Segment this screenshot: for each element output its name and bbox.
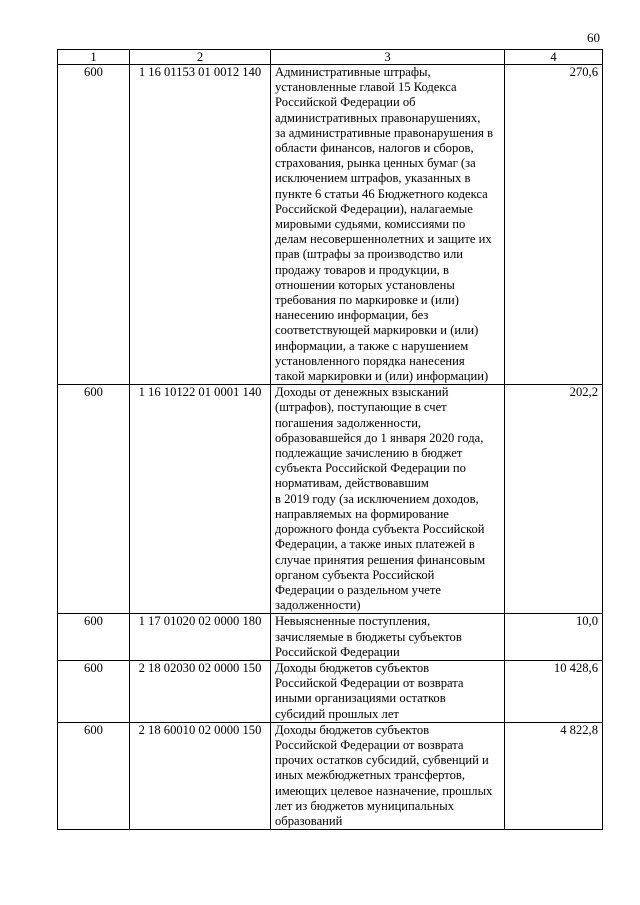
description-line: имеющих целевое назначение, прошлых <box>275 783 493 798</box>
column-header-4: 4 <box>505 50 603 65</box>
amount-cell: 270,6 <box>505 65 603 385</box>
description-line: Федерации о раздельном учете <box>275 582 441 597</box>
description-line: области финансов, налогов и сборов, <box>275 141 474 156</box>
description-line: нанесению информации, без <box>275 308 429 323</box>
description-line: прав (штрафы за производство или <box>275 247 464 262</box>
table-row <box>58 614 603 661</box>
description-line: случае принятия решения финансовым <box>275 552 486 567</box>
column-header-2: 2 <box>130 50 271 65</box>
table-row <box>58 385 603 614</box>
description-line: продажу товаров и продукции, в <box>275 262 449 277</box>
revenue-code-cell: 1 16 01153 01 0012 140 <box>130 65 271 385</box>
description-cell <box>271 722 505 829</box>
amount-cell: 10,0 <box>505 614 603 661</box>
description-line: отношении которых установлены <box>275 277 455 292</box>
table-row <box>58 660 603 722</box>
description-line: погашения задолженности, <box>275 415 422 430</box>
description-line: образовавшейся до 1 января 2020 года, <box>275 430 484 445</box>
table-body <box>58 65 603 830</box>
description-line: административных правонарушениях, <box>275 110 481 125</box>
description-line: Административные штрафы, <box>275 65 431 79</box>
description-line: такой маркировки и (или) информации) <box>275 369 489 384</box>
description-line: дорожного фонда субъекта Российской <box>275 522 485 537</box>
description-line: информации, а также с нарушением <box>275 338 469 353</box>
header-row <box>58 50 603 65</box>
description-line: делам несовершеннолетних и защите их <box>275 232 492 247</box>
description-line: Доходы от денежных взысканий <box>275 385 449 400</box>
description-line: прочих остатков субсидий, субвенций и <box>275 753 489 768</box>
description-line: Российской Федерации об <box>275 95 416 110</box>
description-cell <box>271 660 505 722</box>
description-line: иными организациями остатков <box>275 691 446 706</box>
revenue-code-cell: 2 18 02030 02 0000 150 <box>130 660 271 722</box>
description-cell <box>271 614 505 661</box>
description-cell <box>271 65 505 385</box>
description-line: направляемых на формирование <box>275 506 449 521</box>
description-line: органом субъекта Российской <box>275 567 435 582</box>
revenue-code-cell: 1 16 10122 01 0001 140 <box>130 385 271 614</box>
amount-cell: 202,2 <box>505 385 603 614</box>
description-line: (штрафов), поступающие в счет <box>275 400 447 415</box>
description-line: Доходы бюджетов субъектов <box>275 722 430 737</box>
table-row <box>58 65 603 385</box>
column-header-1: 1 <box>58 50 130 65</box>
description-line: субъекта Российской Федерации по <box>275 461 466 476</box>
amount-cell: 10 428,6 <box>505 660 603 722</box>
revenue-table <box>57 49 603 830</box>
admin-code-cell: 600 <box>58 65 130 385</box>
description-line: подлежащие зачислению в бюджет <box>275 446 463 461</box>
description-line: исключением штрафов, указанных в <box>275 171 471 186</box>
description-line: задолженности) <box>275 598 361 613</box>
description-line: установленные главой 15 Кодекса <box>275 80 457 95</box>
description-line: пункте 6 статьи 46 Бюджетного кодекса <box>275 186 488 201</box>
description-line: в 2019 году (за исключением доходов, <box>275 491 479 506</box>
description-line: Невыясненные поступления, <box>275 614 431 629</box>
description-line: мировыми судьями, комиссиями по <box>275 217 466 232</box>
admin-code-cell: 600 <box>58 614 130 661</box>
amount-cell: 4 822,8 <box>505 722 603 829</box>
column-header-3: 3 <box>271 50 505 65</box>
description-line: иных межбюджетных трансфертов, <box>275 768 465 783</box>
admin-code-cell: 600 <box>58 722 130 829</box>
description-line: страхования, рынка ценных бумаг (за <box>275 156 476 171</box>
description-line: Федерации, а также иных платежей в <box>275 537 475 552</box>
admin-code-cell: 600 <box>58 660 130 722</box>
description-line: Российской Федерации от возврата <box>275 676 464 691</box>
description-line: за административные правонарушения в <box>275 125 494 140</box>
page-number: 60 <box>587 30 600 45</box>
admin-code-cell: 600 <box>58 385 130 614</box>
description-line: Российской Федерации от возврата <box>275 737 464 752</box>
description-line: Российской Федерации), налагаемые <box>275 201 473 216</box>
description-line: субсидий прошлых лет <box>275 706 399 721</box>
description-line: образований <box>275 813 343 828</box>
description-line: Российской Федерации <box>275 644 400 659</box>
description-line: зачисляемые в бюджеты субъектов <box>275 629 462 644</box>
description-line: требования по маркировке и (или) <box>275 293 459 308</box>
description-line: лет из бюджетов муниципальных <box>275 798 455 813</box>
revenue-code-cell: 1 17 01020 02 0000 180 <box>130 614 271 661</box>
description-line: соответствующей маркировки и (или) <box>275 323 479 338</box>
description-line: Доходы бюджетов субъектов <box>275 660 430 675</box>
table-row <box>58 722 603 829</box>
description-line: нормативам, действовавшим <box>275 476 429 491</box>
revenue-code-cell: 2 18 60010 02 0000 150 <box>130 722 271 829</box>
description-cell <box>271 385 505 614</box>
table-header <box>58 50 603 65</box>
description-line: установленного порядка нанесения <box>275 353 465 368</box>
